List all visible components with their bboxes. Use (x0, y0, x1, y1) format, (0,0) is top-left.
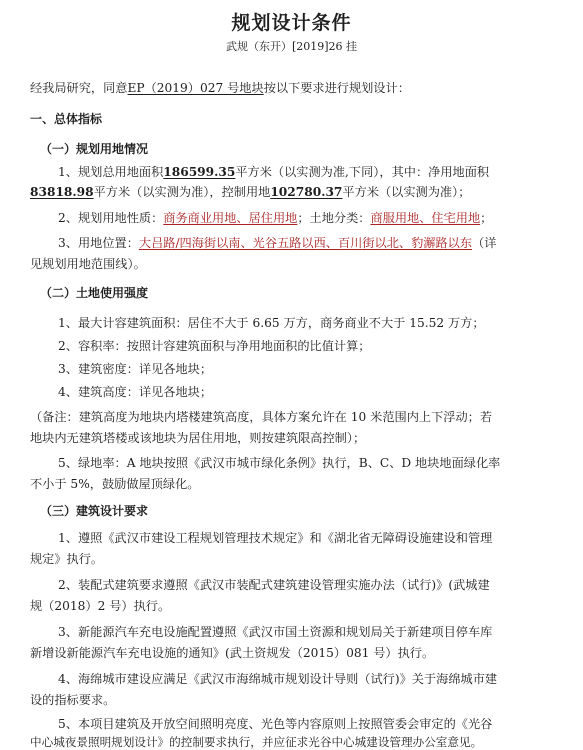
land-area-line (58, 164, 489, 180)
label: ；土地分类： (297, 211, 371, 225)
intensity-item-5-cont: 不小于 5%，鼓励做屋顶绿化。 (30, 477, 200, 491)
note-line-2: 地块内无建筑塔楼或该地块为居住用地，则按建筑限高控制）； (30, 431, 366, 445)
location-line-2: 见规划用地范围线）。 (30, 257, 146, 271)
land-area-line-2 (30, 184, 470, 200)
label: 平方米（以实测为准,下同），其中：净用地面积 (235, 165, 490, 179)
intensity-item-5: 5、绿地率：A 地块按照《武汉市城市绿化条例》执行，B、C、D 地块地面绿化率 (58, 456, 501, 470)
location-value: 大吕路/四海街以南、光谷五路以西、百川街以北、豹澥路以东 (138, 236, 473, 250)
building-item-5: 5、本项目建筑及开放空间照明亮度、光色等内容原则上按照管委会审定的《光谷 (58, 717, 493, 731)
location-line (58, 235, 496, 251)
building-item-4-cont: 设的指标要求。 (30, 693, 116, 707)
subsection-heading-intensity: （二）土地使用强度 (40, 286, 149, 300)
intensity-item-3: 3、建筑密度：详见各地块； (58, 362, 213, 376)
intensity-item-1: 1、最大计容建筑面积：居住不大于 6.65 万方，商务商业不大于 15.52 万方； (58, 316, 485, 330)
building-item-2-cont: 规（2018）2 号）执行。 (30, 599, 171, 613)
intro-text-end: 按以下要求进行规划设计： (263, 81, 410, 95)
intro-line (30, 80, 410, 96)
note-line-1: （备注：建筑高度为地块内塔楼建筑高度，具体方案允许在 10 米范围内上下浮动；若 (30, 410, 493, 424)
plot-number: EP（2019）027 号地块 (127, 81, 264, 95)
label: （详 (472, 236, 497, 250)
intensity-item-4: 4、建筑高度：详见各地块； (58, 385, 213, 399)
intro-text: 经我局研究，同意 (30, 81, 128, 95)
building-item-2: 2、装配式建筑要求遵照《武汉市装配式建筑建设管理实施办法（试行)》(武城建 (58, 578, 490, 592)
label: ； (480, 211, 493, 225)
label: 平方米（以实测为准）； (342, 185, 471, 199)
label: 3、用地位置： (58, 236, 139, 250)
building-item-1-cont: 规定》执行。 (30, 552, 104, 566)
control-area-value: 102780.37 (270, 185, 343, 199)
land-use-line (58, 210, 492, 226)
label: 1、规划总用地面积 (58, 165, 164, 179)
subsection-heading-land: （一）规划用地情况 (40, 142, 149, 156)
building-item-5-cont: 中心城夜景照明规划设计》的控制要求执行，并应征求光谷中心城建设管理办公室意见。 (30, 735, 483, 749)
document-number: 武规（东开）[2019]26 挂 (225, 40, 358, 53)
label: 平方米（以实测为准），控制用地 (93, 185, 271, 199)
building-item-3: 3、新能源汽车充电设施配置遵照《武汉市国土资源和规划局关于新建项目停车库 (58, 625, 493, 639)
net-area-value: 83818.98 (30, 185, 94, 199)
subsection-heading-building: （三）建筑设计要求 (40, 504, 149, 518)
building-item-3-cont: 新增设新能源汽车充电设施的通知》(武土资规发（2015）081 号）执行。 (30, 646, 435, 660)
building-item-4: 4、海绵城市建设应满足《武汉市海绵城市规划设计导则（试行)》关于海绵城市建 (58, 672, 498, 686)
land-class-value: 商服用地、住宅用地 (370, 211, 481, 225)
land-use-value: 商务商业用地、居住用地 (163, 211, 298, 225)
intensity-item-2: 2、容积率：按照计容建筑面积与净用地面积的比值计算； (58, 339, 371, 353)
document-title: 规划设计条件 (231, 12, 352, 34)
total-area-value: 186599.35 (163, 165, 236, 179)
section-heading-1: 一、总体指标 (30, 112, 103, 126)
label: 2、规划用地性质： (58, 211, 164, 225)
building-item-1: 1、遵照《武汉市建设工程规划管理技术规定》和《湖北省无障碍设施建设和管理 (58, 531, 493, 545)
